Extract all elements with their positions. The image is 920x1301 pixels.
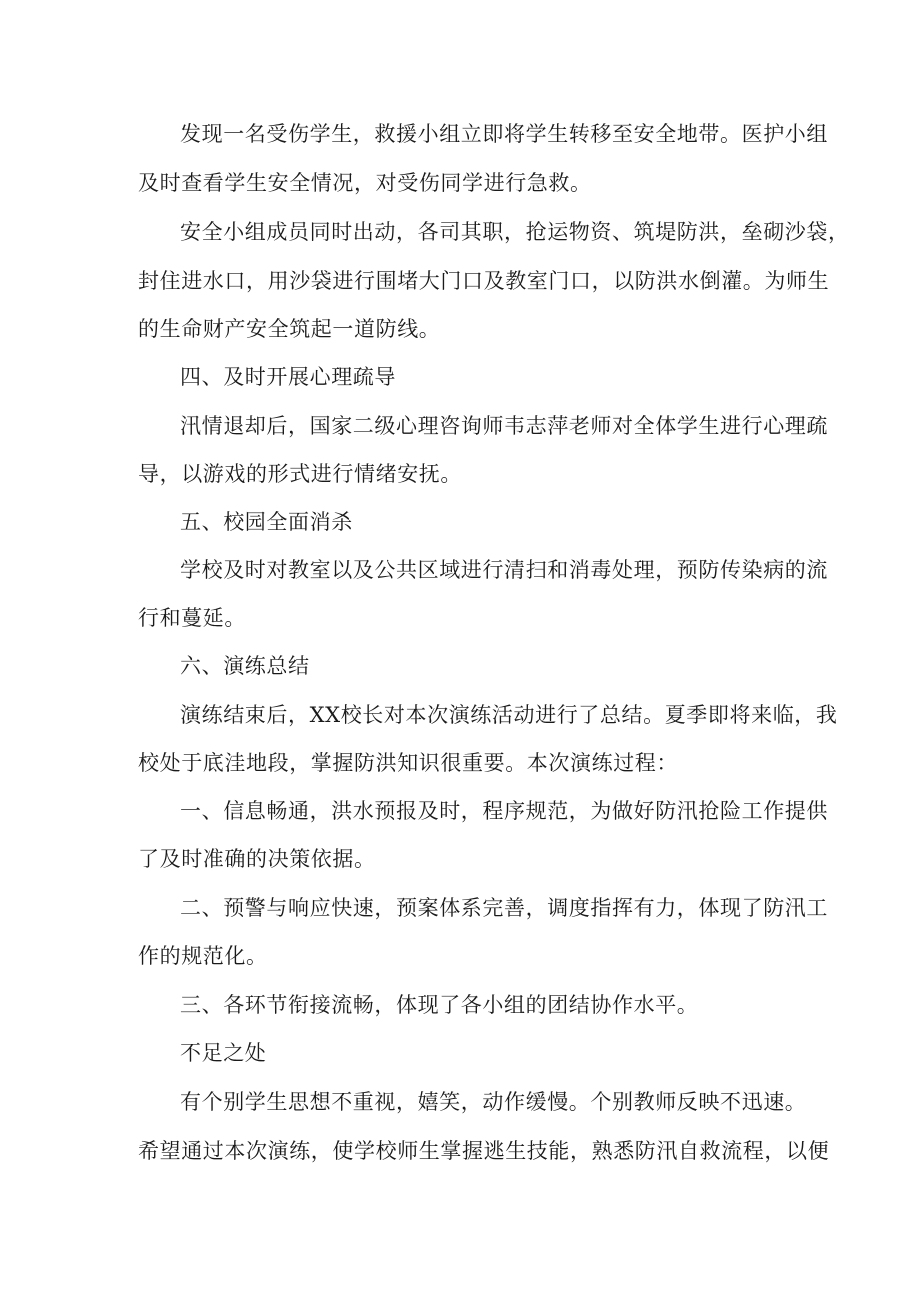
paragraph-line: 校处于底洼地段，掌握防洪知识很重要。本次演练过程： (138, 751, 678, 775)
section-heading: 六、演练总结 (180, 654, 310, 678)
paragraph-line: 导，以游戏的形式进行情绪安抚。 (138, 462, 462, 486)
section-heading: 四、及时开展心理疏导 (180, 365, 396, 389)
paragraph-line: 及时查看学生安全情况，对受伤同学进行急救。 (138, 171, 592, 195)
paragraph-line: 作的规范化。 (138, 944, 268, 968)
paragraph-line: 汛情退却后，国家二级心理咨询师韦志萍老师对全体学生进行心理疏 (180, 414, 828, 438)
paragraph-line: 希望通过本次演练，使学校师生掌握逃生技能，熟悉防汛自救流程，以便 (138, 1139, 830, 1163)
paragraph-line: 三、各环节衔接流畅，体现了各小组的团结协作水平。 (180, 993, 699, 1017)
paragraph-line: 了及时准确的决策依据。 (138, 847, 376, 871)
paragraph-line: 行和蔓延。 (138, 606, 246, 630)
paragraph-line: 安全小组成员同时出动，各司其职，抢运物资、筑堤防洪，垒砌沙袋， (180, 220, 850, 244)
paragraph-line: 学校及时对教室以及公共区域进行清扫和消毒处理，预防传染病的流 (180, 558, 828, 582)
section-heading: 不足之处 (180, 1041, 267, 1065)
paragraph-line: 一、信息畅通，洪水预报及时，程序规范，为做好防汛抢险工作提供 (180, 799, 828, 823)
paragraph-line: 有个别学生思想不重视，嬉笑，动作缓慢。个别教师反映不迅速。 (180, 1090, 807, 1114)
paragraph-line: 二、预警与响应快速，预案体系完善，调度指挥有力，体现了防汛工 (180, 896, 828, 920)
paragraph-line: 发现一名受伤学生，救援小组立即将学生转移至安全地带。医护小组 (180, 122, 828, 146)
paragraph-line: 演练结束后，XX校长对本次演练活动进行了总结。夏季即将来临，我 (180, 703, 838, 727)
section-heading: 五、校园全面消杀 (180, 510, 353, 534)
paragraph-line: 封住进水口，用沙袋进行围堵大门口及教室门口，以防洪水倒灌。为师生 (138, 269, 830, 293)
paragraph-line: 的生命财产安全筑起一道防线。 (138, 317, 441, 341)
